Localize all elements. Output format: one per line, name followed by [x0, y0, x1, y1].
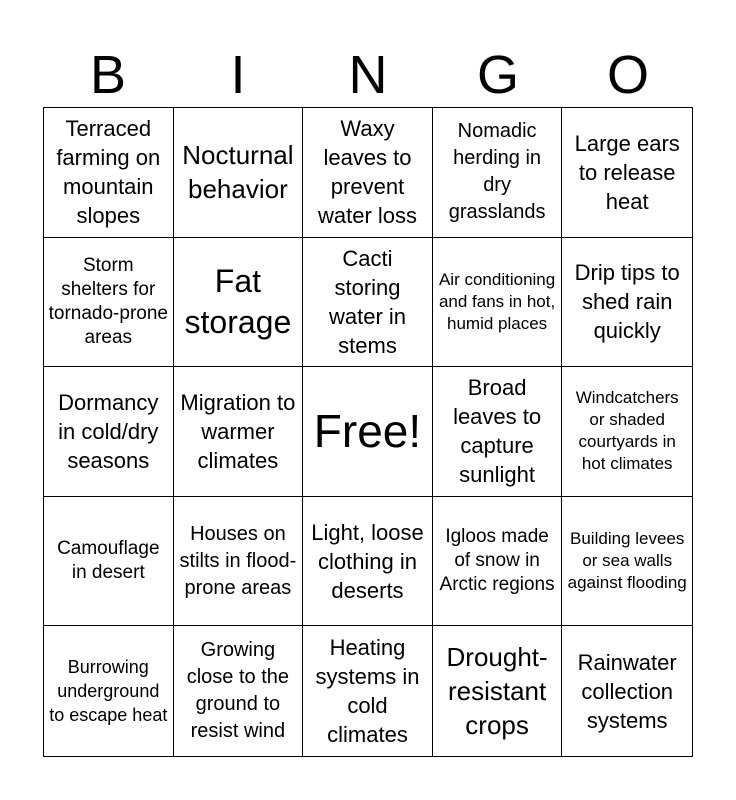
bingo-header	[43, 44, 693, 106]
bingo-cell[interactable]: Broad leaves to capture sunlight	[433, 367, 563, 497]
bingo-cell[interactable]: Nomadic herding in dry grasslands	[433, 108, 563, 238]
bingo-cell[interactable]: Waxy leaves to prevent water loss	[303, 108, 433, 238]
bingo-cell[interactable]: Building levees or sea walls against flooding	[562, 497, 692, 627]
bingo-cell[interactable]: Fat storage	[174, 238, 304, 368]
bingo-cell[interactable]: Light, loose clothing in deserts	[303, 497, 433, 627]
header-letter-g: G	[476, 45, 519, 105]
bingo-cell[interactable]: Air conditioning and fans in hot, humid places	[433, 238, 563, 368]
bingo-board	[43, 107, 693, 757]
bingo-cell[interactable]: Drought-resistant crops	[433, 626, 563, 756]
bingo-cell[interactable]: Rainwater collection systems	[577, 649, 677, 733]
bingo-cell[interactable]: Growing close to the ground to resist wind	[174, 626, 304, 756]
bingo-cell[interactable]: Windcatchers or shaded courtyards in hot climates	[562, 367, 692, 497]
bingo-cell[interactable]: Burrowing underground to escape heat	[44, 626, 174, 756]
bingo-cell[interactable]: Terraced farming on mountain slopes	[44, 108, 174, 238]
header-letter-i: I	[230, 45, 246, 105]
header-letter-n: N	[348, 45, 388, 105]
free-space-cell[interactable]: Free!	[303, 367, 433, 497]
bingo-cell[interactable]: Migration to warmer climates	[174, 367, 304, 497]
bingo-cell[interactable]: Large ears to release heat	[562, 108, 692, 238]
bingo-cell[interactable]: Camouflage in desert	[44, 497, 174, 627]
bingo-cell[interactable]: Igloos made of snow in Arctic regions	[433, 497, 563, 627]
bingo-cell[interactable]: Dormancy in cold/dry seasons	[44, 367, 174, 497]
bingo-cell[interactable]: Houses on stilts in flood-prone areas	[174, 497, 304, 627]
bingo-cell[interactable]: Drip tips to shed rain quickly	[562, 238, 692, 368]
bingo-cell[interactable]: Cacti storing water in stems	[303, 238, 433, 368]
bingo-cell[interactable]: Nocturnal behavior	[174, 108, 304, 238]
bingo-cell[interactable]: Storm shelters for tornado-prone areas	[44, 238, 174, 368]
header-letter-b: B	[89, 45, 127, 105]
bingo-cell[interactable]: Heating systems in cold climates	[303, 626, 433, 756]
header-letter-o: O	[606, 45, 649, 105]
